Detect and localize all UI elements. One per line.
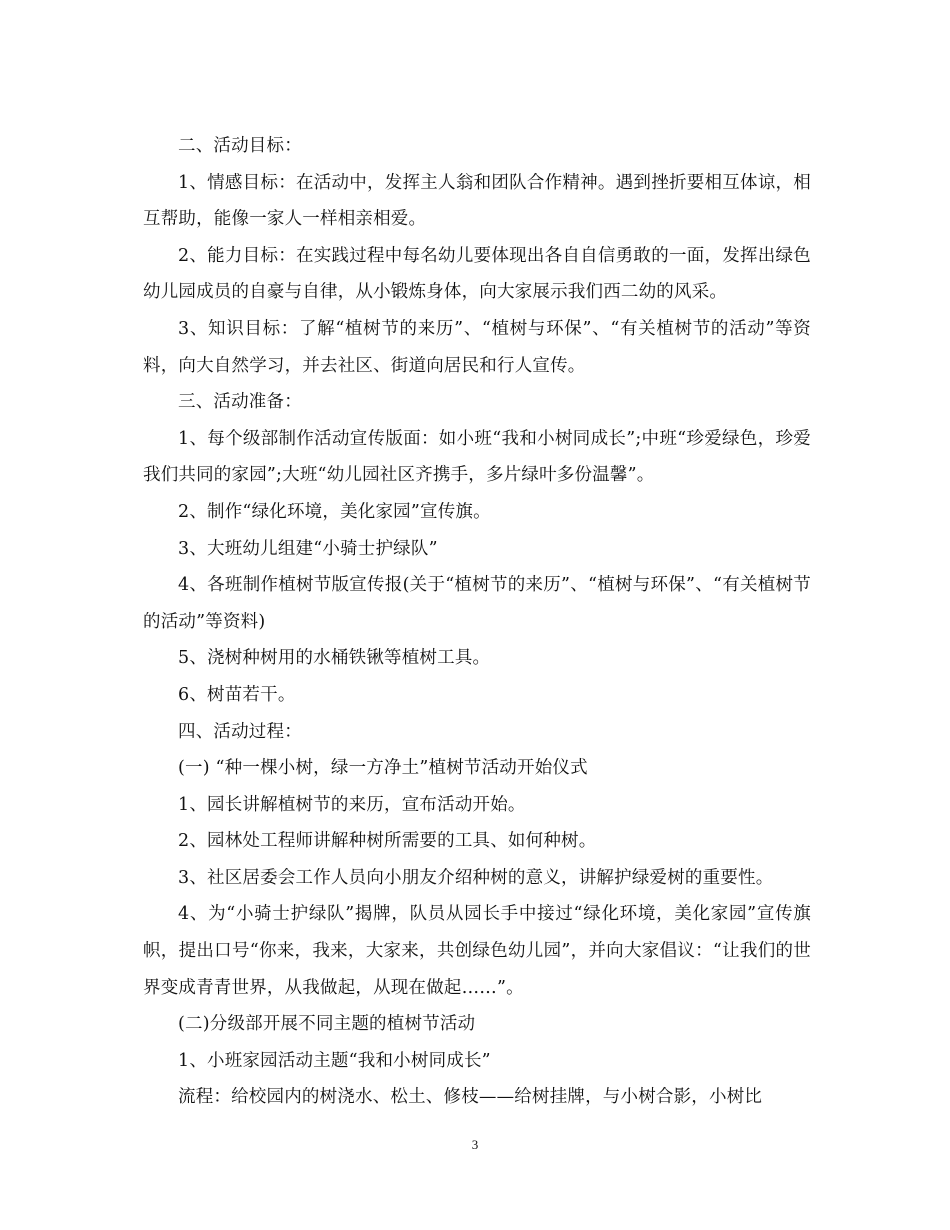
page-number: 3 bbox=[471, 1137, 479, 1152]
heading-activity-preparation: 三、活动准备： bbox=[178, 392, 302, 413]
paragraph-process-2: 2、园林处工程师讲解种树所需要的工具、如何种树。 bbox=[178, 831, 597, 852]
paragraph-prep-4: 4、各班制作植树节版宣传报(关于“植树节的来历”、“植树与环保”、“有关植树节的活动”等资料) bbox=[143, 575, 811, 632]
document-body bbox=[143, 128, 811, 1116]
paragraph-process-3: 3、社区居委会工作人员向小朋友介绍种树的意义，讲解护绿爱树的重要性。 bbox=[178, 867, 774, 888]
heading-activity-goals: 二、活动目标： bbox=[178, 136, 302, 156]
paragraph-process-1: 1、园长讲解植树节的来历，宣布活动开始。 bbox=[178, 794, 526, 815]
paragraph-prep-3: 3、大班幼儿组建“小骑士护绿队” bbox=[178, 538, 438, 559]
paragraph-prep-6: 6、树苗若干。 bbox=[178, 684, 296, 705]
paragraph-prep-2: 2、制作“绿化环境，美化家园”宣传旗。 bbox=[178, 501, 491, 522]
paragraph-small-class-theme: 1、小班家园活动主题“我和小树同成长” bbox=[178, 1050, 491, 1071]
paragraph-small-class-flow: 流程：给校园内的树浇水、松土、修枝——给树挂牌，与小树合影，小树比 bbox=[178, 1087, 763, 1108]
subheading-grade-activities: (二)分级部开展不同主题的植树节活动 bbox=[178, 1014, 476, 1035]
paragraph-ability-goal: 2、能力目标：在实践过程中每名幼儿要体现出各自自信勇敢的一面，发挥出绿色幼儿园成员的自豪与自律，从小锻炼身体，向大家展示我们西二幼的风采。 bbox=[143, 245, 811, 303]
paragraph-emotional-goal: 1、情感目标：在活动中，发挥主人翁和团队合作精神。遇到挫折要相互体谅，相互帮助，能像一家人一样相亲相爱。 bbox=[143, 172, 811, 230]
heading-activity-process: 四、活动过程： bbox=[178, 721, 302, 742]
paragraph-knowledge-goal: 3、知识目标：了解“植树节的来历”、“植树与环保”、“有关植树节的活动”等资料，向大自然学习，并去社区、街道向居民和行人宣传。 bbox=[143, 318, 811, 376]
paragraph-prep-5: 5、浇树种树用的水桶铁锹等植树工具。 bbox=[178, 648, 491, 669]
paragraph-process-4: 4、为“小骑士护绿队”揭牌，队员从园长手中接过“绿化环境，美化家园”宣传旗帜，提出口号“你来，我来，大家来，共创绿色幼儿园”，并向大家倡议：“让我们的世界变成青青世界，从我做起，从现在做起……”。 bbox=[143, 904, 811, 998]
paragraph-prep-1: 1、每个级部制作活动宣传版面：如小班“我和小树同成长”;中班“珍爱绿色，珍爱我们共同的家园”;大班“幼儿园社区齐携手，多片绿叶多份温馨”。 bbox=[143, 428, 811, 486]
subheading-opening-ceremony: (一) “种一棵小树，绿一方净土”植树节活动开始仪式 bbox=[178, 758, 588, 779]
